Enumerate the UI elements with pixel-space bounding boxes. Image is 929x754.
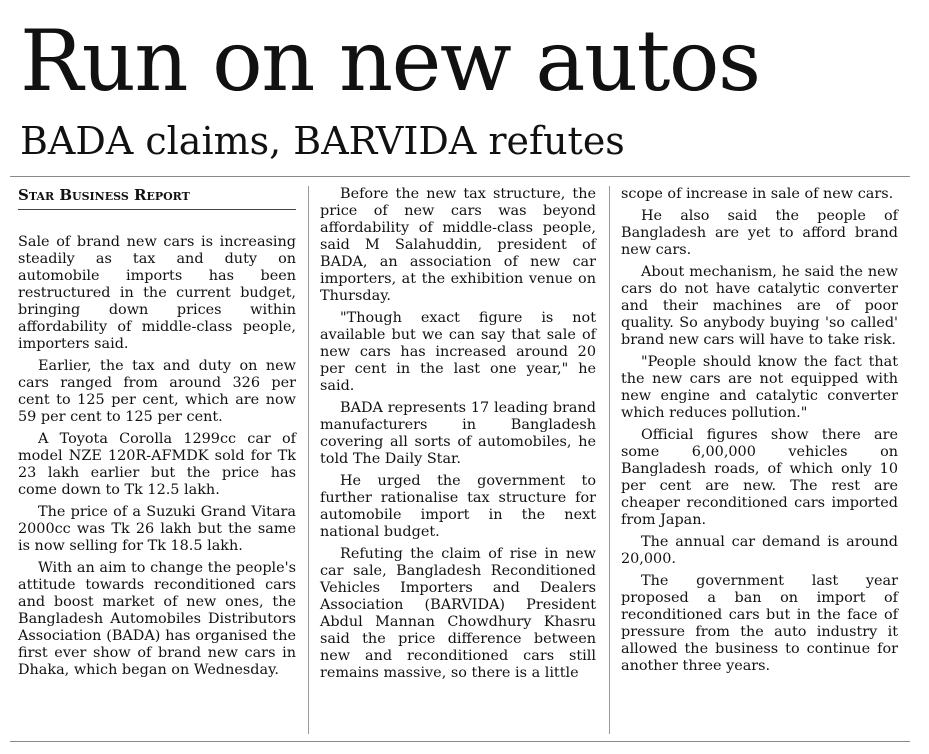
article-column-3 bbox=[621, 186, 898, 680]
paragraph: A Toyota Corolla 1299cc car of model NZE 120R-AFMDK sold for Tk 23 lakh earlier but the price has come down to Tk 12.5 lakh. bbox=[18, 431, 296, 498]
paragraph: Official figures show there are some 6,00,000 vehicles on Bangladesh roads, of which only 10 per cent are new. The rest are cheaper reconditioned cars imported from Japan. bbox=[621, 427, 898, 528]
paragraph: "Though exact figure is not available but we can say that sale of new cars has increased around 20 per cent in the last one year," he said. bbox=[320, 310, 596, 394]
paragraph: The price of a Suzuki Grand Vitara 2000cc was Tk 26 lakh but the same is now selling for Tk 18.5 lakh. bbox=[18, 504, 296, 554]
header-rule bbox=[10, 176, 910, 177]
column-divider bbox=[609, 186, 610, 734]
footer-rule bbox=[10, 741, 910, 742]
paragraph: The government last year proposed a ban on import of reconditioned cars but in the face of pressure from the auto industry it allowed the business to continue for another three years. bbox=[621, 573, 898, 674]
paragraph: The annual car demand is around 20,000. bbox=[621, 534, 898, 567]
paragraph: Before the new tax structure, the price of new cars was beyond affordability of middle-class people, said M Salahuddin, president of BADA, an association of new car importers, at the exhibition venue on Thursday. bbox=[320, 186, 596, 304]
paragraph: BADA represents 17 leading brand manufacturers in Bangladesh covering all sorts of automobiles, he told The Daily Star. bbox=[320, 400, 596, 467]
article-column-2 bbox=[320, 186, 596, 687]
byline-rule bbox=[18, 209, 296, 210]
article-column-1 bbox=[18, 186, 296, 684]
paragraph: Refuting the claim of rise in new car sale, Bangladesh Reconditioned Vehicles Importers and Dealers Association (BARVIDA) President Abdul Mannan Chowdhury Khasru said the price difference between new and reconditioned cars still remains massive, so there is a little bbox=[320, 546, 596, 681]
paragraph: He also said the people of Bangladesh are yet to afford brand new cars. bbox=[621, 208, 898, 258]
paragraph: With an aim to change the people's attitude towards reconditioned cars and boost market of new ones, the Bangladesh Automobiles Distributors Association (BADA) has organised the first ever show of brand new cars in Dhaka, which began on Wednesday. bbox=[18, 560, 296, 678]
byline: Star Business Report bbox=[18, 186, 190, 204]
column-divider bbox=[308, 186, 309, 734]
paragraph: About mechanism, he said the new cars do not have catalytic converter and their machines are of poor quality. So anybody buying 'so called' brand new cars will have to take risk. bbox=[621, 264, 898, 348]
paragraph: Sale of brand new cars is increasing steadily as tax and duty on automobile imports has been restructured in the current budget, bringing down prices within affordability of middle-class people, importers said. bbox=[18, 234, 296, 352]
headline: Run on new autos bbox=[20, 12, 760, 110]
paragraph: "People should know the fact that the new cars are not equipped with new engine and catalytic converter which reduces pollution." bbox=[621, 354, 898, 421]
paragraph: scope of increase in sale of new cars. bbox=[621, 186, 894, 202]
subheadline: BADA claims, BARVIDA refutes bbox=[20, 119, 625, 163]
paragraph: Earlier, the tax and duty on new cars ranged from around 326 per cent to 125 per cent, which are now 59 per cent to 125 per cent. bbox=[18, 358, 296, 425]
paragraph: He urged the government to further rationalise tax structure for automobile import in the next national budget. bbox=[320, 473, 596, 540]
